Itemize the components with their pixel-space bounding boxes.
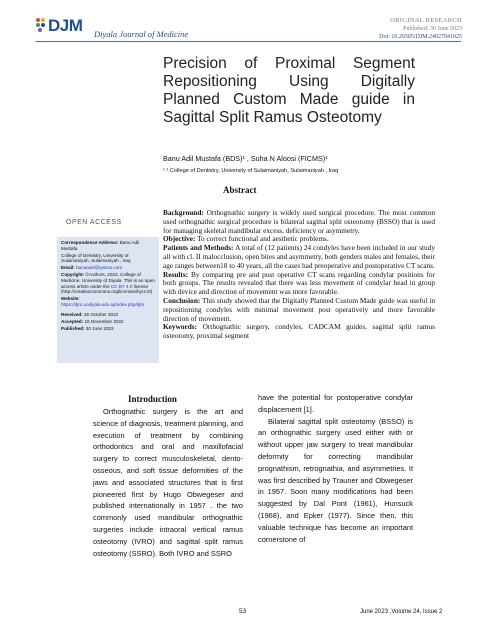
accepted-entry bbox=[61, 319, 155, 325]
methods-label: Patients and Methods: bbox=[163, 243, 234, 253]
abstract-keywords bbox=[163, 323, 435, 341]
published-label: Published: bbox=[61, 325, 85, 331]
license-tail: license bbox=[132, 283, 148, 289]
keywords-text: Orthognathic surgery, condyles, CADCAM guides, sagittal split ramus osteotomy, proximal segment bbox=[163, 322, 435, 341]
abstract-results bbox=[163, 271, 435, 297]
website-label: Website bbox=[61, 296, 79, 302]
correspondence-entry bbox=[61, 240, 155, 251]
results-label: Results: bbox=[163, 269, 189, 279]
accepted-label: Accepted: bbox=[61, 318, 84, 324]
results-text: By comparing pre and post operative CT scans regarding condylar positions for both groups. The results revealed that there was less movement of condylar head in group with device and direction of movement was more favorable. bbox=[163, 269, 435, 297]
conclusion-label: Conclusion: bbox=[163, 295, 201, 305]
issue-info: June 2023 ,Volume 24, Issue 2 bbox=[360, 609, 443, 615]
page-number: 53 bbox=[239, 608, 247, 615]
abstract-heading: Abstract bbox=[223, 185, 257, 195]
open-access-label: OPEN ACCESS bbox=[66, 219, 122, 226]
license-url[interactable]: (http://creativecommons.org/licenses/by/4.0/) bbox=[61, 289, 153, 295]
journal-logo bbox=[36, 16, 88, 38]
abstract-methods bbox=[163, 244, 435, 270]
published-date: Published: 30 June 2023 bbox=[403, 26, 462, 32]
intro-paragraph-continued: have the potential for postoperative condylar displacement [1]. bbox=[258, 393, 413, 414]
email-label: Email: bbox=[61, 265, 75, 271]
journal-name: Diyala Journal of Medicine bbox=[94, 29, 189, 39]
author-list: Banu Adil Mustafa (BDS)¹ , Suha N Aloosi (FICMS)¹ bbox=[163, 154, 328, 163]
license-link[interactable]: CC BY 4.0 bbox=[110, 283, 133, 289]
accepted-date: 18 December 2022 bbox=[83, 318, 124, 324]
correspondence-box bbox=[57, 237, 159, 363]
doi-link[interactable]: Doi: 10.26505/DJM.24027041025 bbox=[379, 34, 462, 40]
article-type: ORIGINAL RESEARCH bbox=[390, 17, 462, 24]
published-entry bbox=[61, 326, 155, 332]
copyright-text: ©Authors, 2023, College of Medicine, University of Diyala. This is an open access article under the bbox=[61, 272, 155, 289]
published-date-side: 30 June 2023 bbox=[84, 325, 114, 331]
received-label: Received: bbox=[61, 311, 83, 317]
header-divider bbox=[36, 41, 461, 42]
email-link[interactable]: banuadel@yahoo.com bbox=[74, 265, 123, 271]
keywords-label: Keywords: bbox=[163, 322, 198, 332]
email-entry bbox=[61, 265, 155, 271]
website-link[interactable]: : https://djm.uodiyala.edu.iq/index.php/djm bbox=[61, 296, 145, 307]
logo-text: DJM bbox=[48, 16, 83, 35]
author-affiliation: ¹ ² College of Dentistry, University of Sulaimaniyah, Sulaimaniyah , Iraq bbox=[163, 168, 339, 174]
objective-text: To correct functional and aesthetic problems. bbox=[195, 234, 329, 244]
background-text: Orthognathic surgery is widely used surgical procedure. The most common used orthognathic surgical procedure is bilateral sagittal split osteotomy (BSSO) that is used for managing skeletal mandibular excess, deficiency or asymmetry. bbox=[163, 208, 435, 235]
website-entry bbox=[61, 296, 155, 307]
article-title: Precision of Proximal Segment Repositioning Using Digitally Planned Custom Made guide in Sagittal Split Ramus Osteotomy bbox=[163, 55, 415, 126]
methods-text: A total of (12 patients) 24 condyles have been included in our study all with cl. II malocclusion, open bites and asymmetry, both genders males and females, their age ranges between18 to 40 years, all the cases had preoperative and postoperative CT scans. bbox=[163, 243, 436, 270]
abstract-body bbox=[163, 209, 435, 341]
correspondence-org: College of Dentistry, University of Sulaimaniyah, Sulaimaniyah , Iraq bbox=[61, 252, 131, 264]
abstract-background bbox=[163, 209, 435, 235]
intro-paragraph-1: Orthognathic surgery is the art and science of diagnosis, treatment planning, and execution of treatment by combining orthodontics and oral and maxillofacial surgery to correct musculoskeletal, dento-osseous, and soft tissue deformities of the jaws and associated structures that is first pioneered first by Hugo Obwegeser and published internationally in 1957 . the two commonly used mandibular orthognathic surgeries include intraoral vertical ramus osteotomy (IVRO) and sagittal split ramus osteotomy (SSRO). Both IVRO and SSRO bbox=[93, 407, 243, 558]
intro-paragraph-2: Bilateral sagittal split osteotomy (BSSO) is an orthognathic surgery used either with or without upper jaw surgery to treat mandibular deformity for correcting mandibular prognathism, retrognathia, and asymmetries. It was first described by Trauner and Obwegeser in 1957. Soon many modifications had been suggested by Dal Pont (1961), Hunsuck (1968), and Epker (1977). Since then, this valuable technique has become an important cornerstone of bbox=[258, 416, 413, 544]
article-dates bbox=[61, 312, 155, 332]
objective-label: Objective: bbox=[163, 234, 196, 244]
body-column-left bbox=[93, 406, 243, 559]
article-meta bbox=[379, 17, 462, 41]
introduction-heading: Introduction bbox=[128, 394, 177, 404]
body-column-right bbox=[258, 392, 413, 545]
copyright-entry bbox=[61, 272, 155, 294]
received-entry bbox=[61, 312, 155, 318]
abstract-conclusion bbox=[163, 297, 435, 323]
logo-dots-icon bbox=[36, 18, 48, 36]
conclusion-text: This study showed that the Digitally Planned Custom Made guide was useful in repositioning condyles with minimal movement post operatively and more favorable direction of movement. bbox=[163, 295, 435, 323]
received-date: 25 October 2022 bbox=[82, 311, 119, 317]
correspondence-label: Correspondence Address: bbox=[61, 240, 119, 245]
correspondence-name: Banu Adil Mustafa bbox=[61, 240, 140, 251]
background-label: Background: bbox=[163, 208, 204, 217]
journal-header bbox=[0, 0, 490, 42]
copyright-label: Copyright: bbox=[61, 272, 85, 278]
